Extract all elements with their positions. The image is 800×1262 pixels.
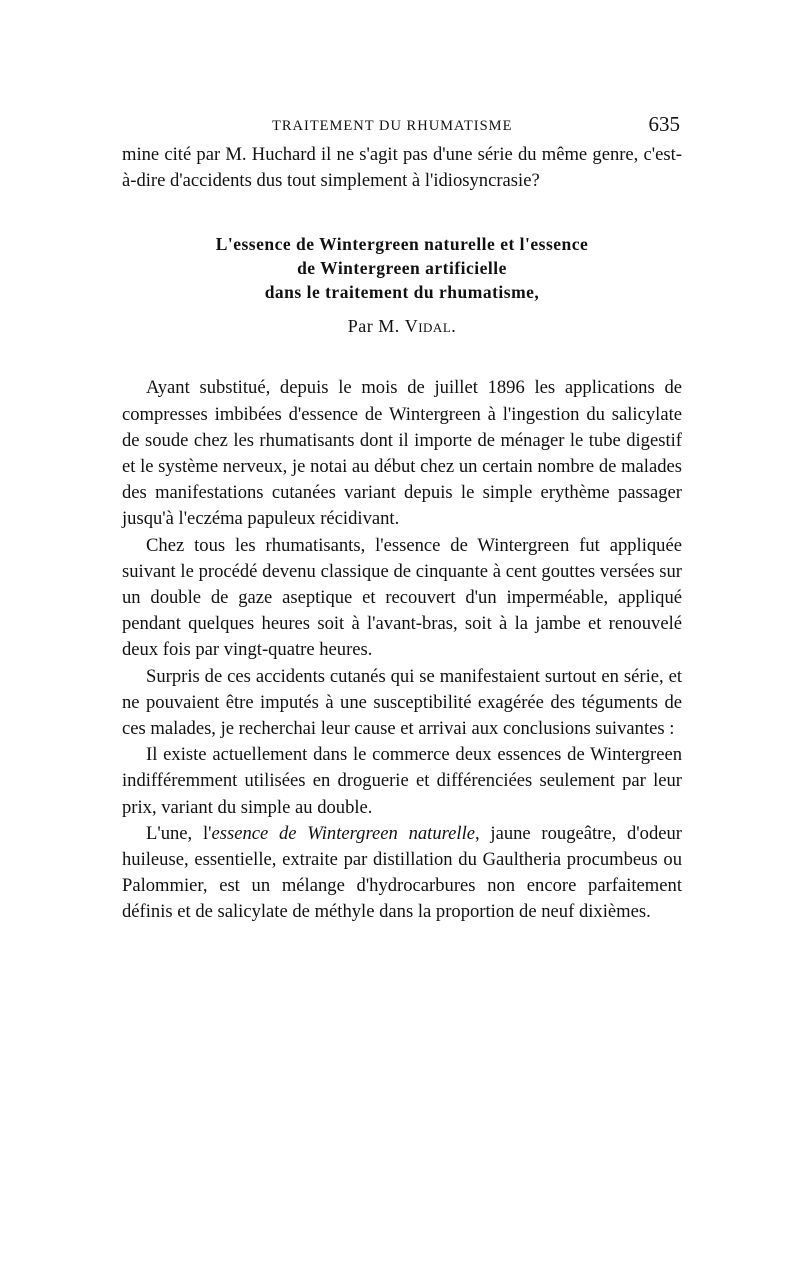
running-title: TRAITEMENT DU RHUMATISME: [272, 118, 513, 134]
paragraph-5: [122, 821, 682, 926]
article-title-line-1: L'essence de Wintergreen naturelle et l'essence: [215, 234, 589, 255]
author-prefix: Par M.: [347, 316, 405, 337]
page-number: 635: [648, 112, 680, 136]
continuation-paragraph: mine cité par M. Huchard il ne s'agit pas d'une série du même genre, c'est-à-dire d'accidents dus tout simplement à l'idiosyncrasie?: [122, 144, 682, 192]
article-title-line-2: de Wintergreen artificielle: [297, 258, 507, 279]
article-body: [122, 375, 682, 925]
paragraph-3: Surpris de ces accidents cutanés qui se manifestaient surtout en série, et ne pouvaient être imputés à une susceptibilité exagérée des téguments de ces malades, je recherchai leur cause et arrivai aux conclusions suivantes :: [122, 665, 682, 740]
paragraph-5-italic: essence de Wintergreen naturelle: [211, 822, 476, 844]
article-title: [122, 232, 682, 304]
paragraph-2: Chez tous les rhumatisants, l'essence de Wintergreen fut appliquée suivant le procédé devenu classique de cinquante à cent gouttes versées sur un double de gaze aseptique et recouvert d'un imperméable, appliqué pendant quelques heures soit à l'avant-bras, soit à la jambe et renouvelé deux fois par vingt-quatre heures.: [122, 534, 682, 661]
running-header: [122, 112, 682, 142]
article-author: [122, 316, 682, 337]
paragraph-5-end: , jaune rougeâtre, d'odeur huileuse, essentielle, extraite par distillation du Gaultheria procumbeus ou Palommier, est un mélange d'hydrocarbures non encore parfaitement définis et de salicylate de méthyle dans la proportion de neuf dixièmes.: [122, 822, 682, 923]
book-page: [122, 112, 682, 926]
article-title-line-3: dans le traitement du rhumatisme,: [264, 282, 540, 303]
paragraph-4: Il existe actuellement dans le commerce deux essences de Wintergreen indifféremment utilisées en droguerie et différenciées seulement par leur prix, variant du simple au double.: [122, 744, 682, 818]
author-name: Vidal.: [404, 316, 457, 337]
paragraph-5-start: L'une, l': [146, 822, 212, 844]
paragraph-1: Ayant substitué, depuis le mois de juillet 1896 les applications de compresses imbibées d'essence de Wintergreen à l'ingestion du salicylate de soude chez les rhumatisants dont il importe de ménager le tube digestif et le système nerveux, je notai au début chez un certain nombre de malades des manifestations cutanées variant depuis le simple erythème passager jusqu'à l'eczéma papuleux récidivant.: [122, 377, 682, 530]
